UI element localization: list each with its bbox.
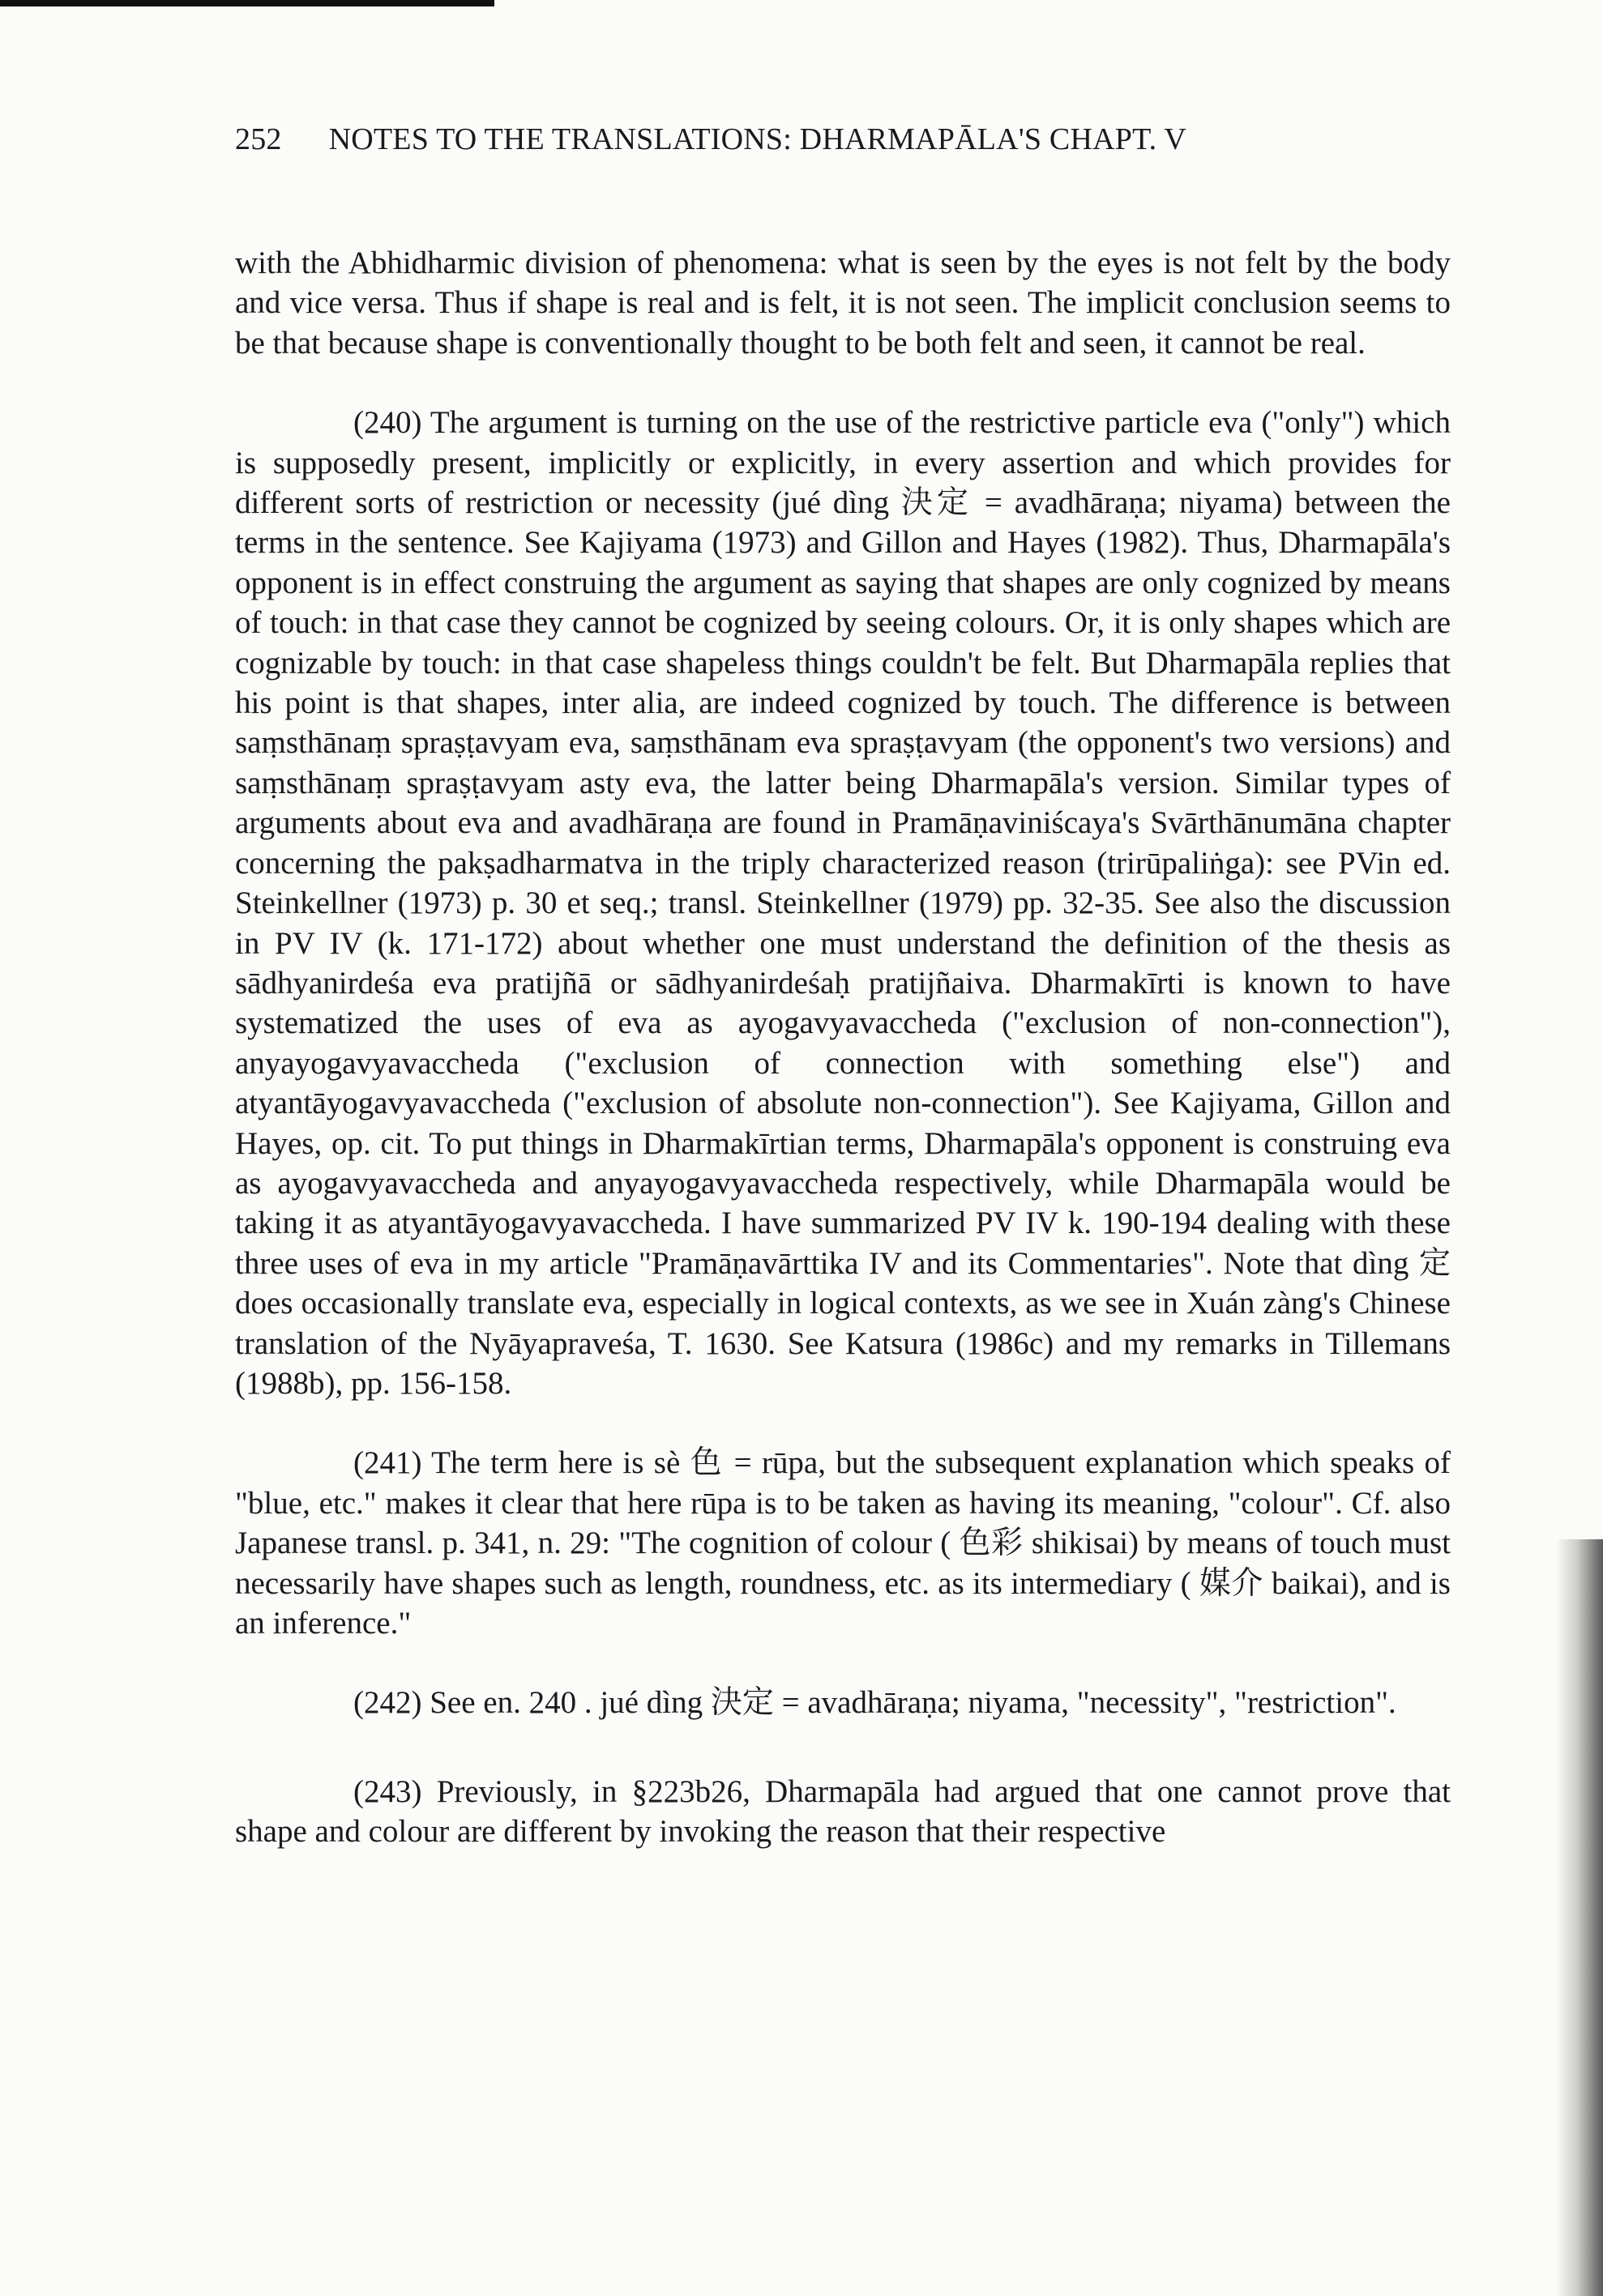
note-242: (242) See en. 240 . jué dìng 決定 = avadhāraṇa; niyama, "necessity", "restriction".: [353, 1685, 1396, 1721]
page-body: [235, 243, 1451, 1852]
paragraph-continued: with the Abhidharmic division of phenomena: what is seen by the eyes is not felt by the body and vice versa. Thus if shape is real and is felt, it is not seen. The implicit conclusion seems to be that because shape is conventionally thought to be both felt and seen, it cannot be real.: [235, 245, 1451, 361]
scan-top-rule: [0, 0, 494, 6]
page-number: 252: [235, 122, 282, 156]
scan-right-edge-shadow: [1556, 1539, 1603, 2296]
running-title: NOTES TO THE TRANSLATIONS: DHARMAPĀLA'S CHAPT. V: [328, 122, 1187, 156]
running-header: [235, 122, 1451, 157]
note-241: (241) The term here is sè 色 = rūpa, but the subsequent explanation which speaks of "blue, etc." makes it clear that here rūpa is to be taken as having its meaning, "colour". Cf. also Japanese transl. p. 341, n. 29: "The cognition of colour ( 色彩 shikisai) by means of touch must necessarily have shapes such as length, roundness, etc. as its intermediary ( 媒介 baikai), and is an inference.": [235, 1445, 1451, 1641]
note-243: (243) Previously, in §223b26, Dharmapāla had argued that one cannot prove that shape and colour are different by invoking the reason that their respective: [235, 1773, 1451, 1850]
note-240: (240) The argument is turning on the use of the restrictive particle eva ("only") which is supposedly present, implicitly or explicitly, in every assertion and which provides for different sorts of restriction or necessity (jué dìng 決定 = avadhāraṇa; niyama) between the terms in the sentence. See Kajiyama (1973) and Gillon and Hayes (1982). Thus, Dharmapāla's opponent is in effect construing the argument as saying that shapes are only cognized by means of touch: in that case they cannot be cognized by seeing colours. Or, it is only shapes which are cognizable by touch: in that case shapeless things couldn't be felt. But Dharmapāla replies that his point is that shapes, inter alia, are indeed cognized by touch. The difference is between saṃsthānaṃ spraṣṭavyam eva, saṃsthānam eva spraṣṭavyam (the opponent's two versions) and saṃsthānaṃ spraṣṭavyam asty eva, the latter being Dharmapāla's version. Similar types of arguments about eva and avadhāraṇa are found in Pramāṇaviniścaya's Svārthānumāna chapter concerning the pakṣadharmatva in the triply characterized reason (trirūpaliṅga): see PVin ed. Steinkellner (1973) p. 30 et seq.; transl. Steinkellner (1979) pp. 32-35. See also the discussion in PV IV (k. 171-172) about whether one must understand the definition of the thesis as sādhyanirdeśa eva pratijñā or sādhyanirdeśaḥ pratijñaiva. Dharmakīrti is known to have systematized the uses of eva as ayogavyavaccheda ("exclusion of non-connection"), anyayogavyavaccheda ("exclusion of connection with something else") and atyantāyogavyavaccheda ("exclusion of absolute non-connection"). See Kajiyama, Gillon and Hayes, op. cit. To put things in Dharmakīrtian terms, Dharmapāla's opponent is construing eva as ayogavyavaccheda and anyayogavyavaccheda respectively, while Dharmapāla would be taking it as atyantāyogavyavaccheda. I have summarized PV IV k. 190-194 dealing with these three uses of eva in my article "Pramāṇavārttika IV and its Commentaries". Note that dìng 定 does occasionally translate eva, especially in logical contexts, as we see in Xuán zàng's Chinese translation of the Nyāyapraveśa, T. 1630. See Katsura (1986c) and my remarks in Tillemans (1988b), pp. 156-158.: [235, 405, 1451, 1401]
